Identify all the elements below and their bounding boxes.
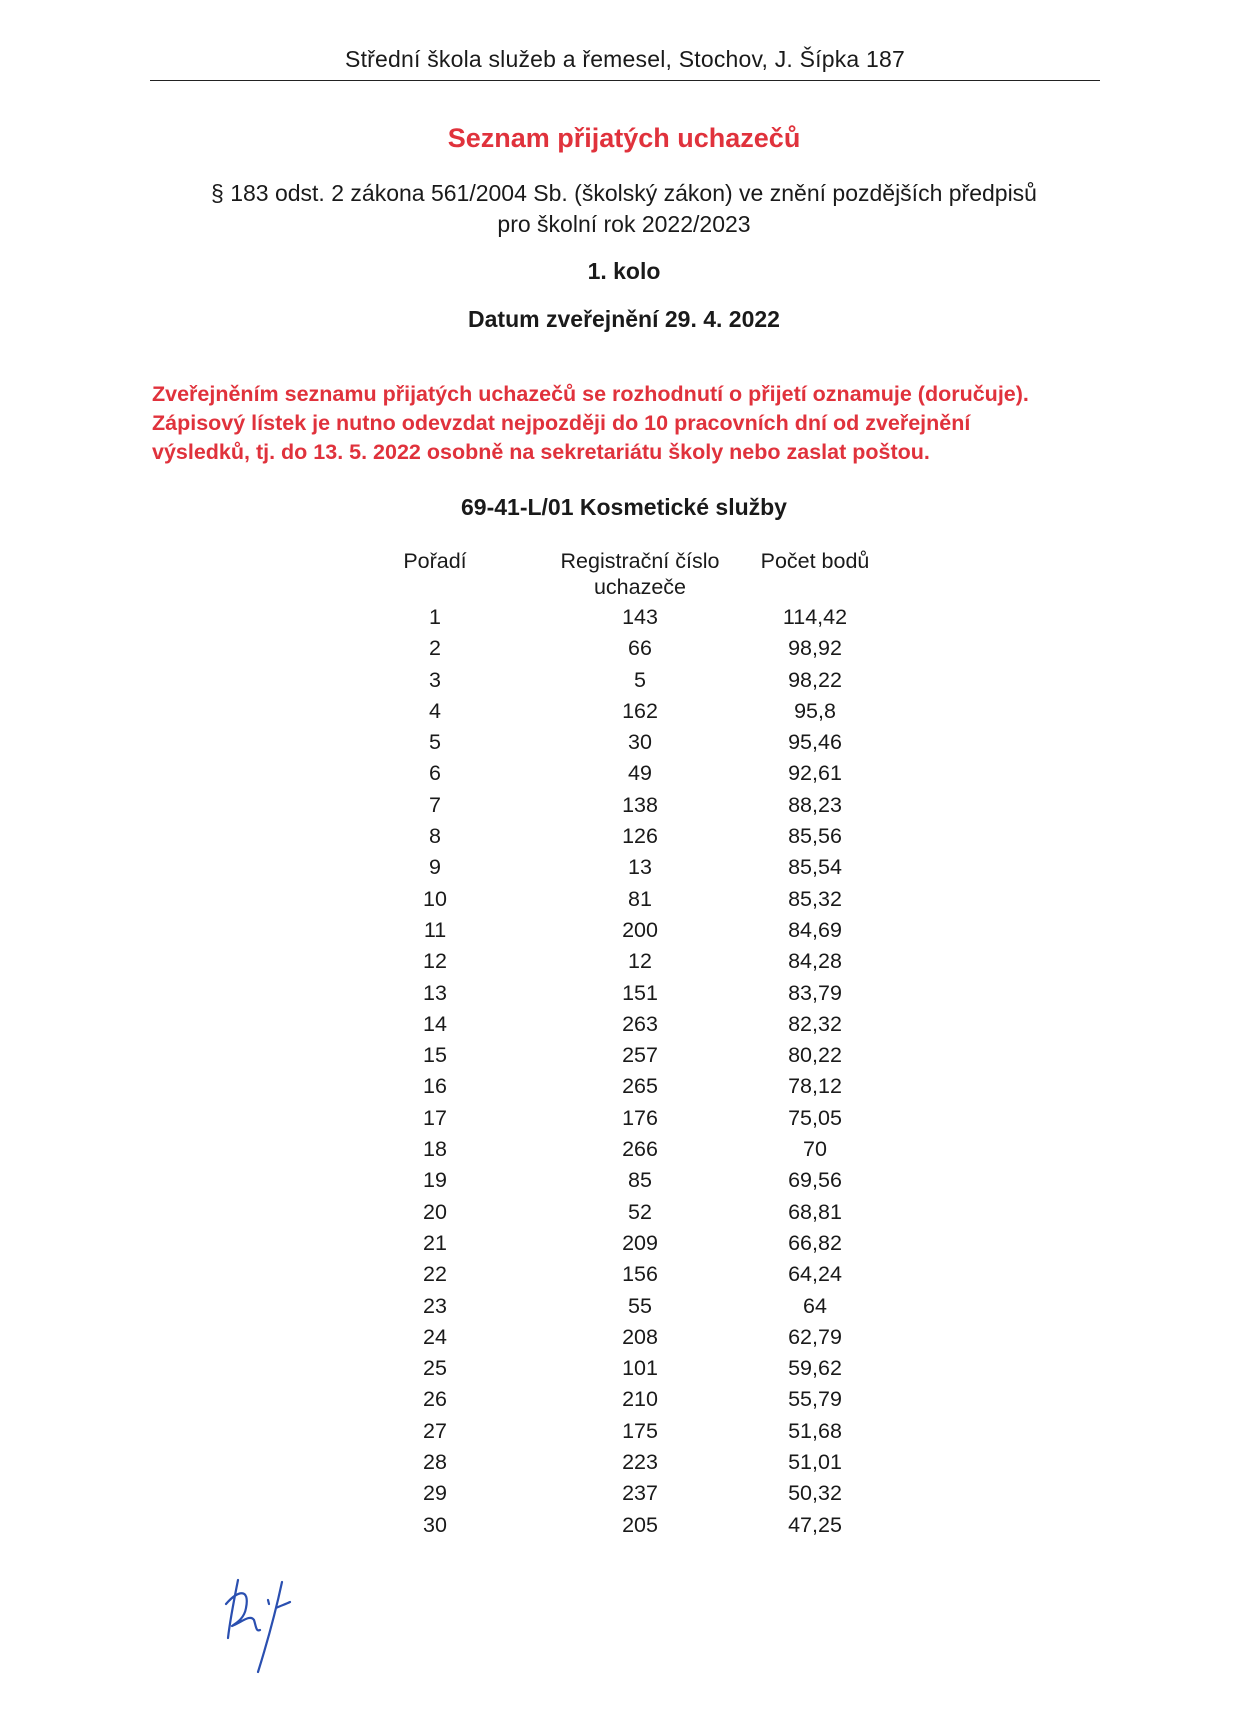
- signature: [216, 1560, 316, 1680]
- table-row: [380, 1197, 900, 1228]
- points-cell: 85,54: [788, 855, 842, 880]
- table-header: [380, 548, 900, 602]
- header-divider: [150, 80, 1100, 81]
- table-row: [380, 1040, 900, 1071]
- order-cell: 11: [423, 917, 447, 942]
- points-cell: 64: [803, 1293, 827, 1318]
- order-cell: 6: [429, 761, 441, 786]
- notice-block: [152, 380, 1112, 467]
- registration-cell: 12: [628, 949, 652, 974]
- points-cell: 51,01: [788, 1450, 842, 1475]
- order-cell: 13: [423, 980, 447, 1005]
- registration-cell: 30: [628, 730, 652, 755]
- header-registration-line: uchazeče: [593, 575, 687, 599]
- points-cell: 50,32: [788, 1481, 842, 1506]
- table-row: [380, 727, 900, 758]
- registration-cell: 13: [628, 855, 652, 880]
- registration-cell: 143: [622, 605, 658, 629]
- legal-basis: [0, 178, 1240, 240]
- order-cell: 27: [423, 1418, 447, 1443]
- points-cell: 85,56: [788, 824, 842, 849]
- results-table: [380, 548, 900, 1541]
- order-cell: 21: [423, 1230, 447, 1255]
- registration-cell: 126: [622, 824, 658, 849]
- order-cell: 12: [423, 949, 447, 974]
- points-cell: 84,69: [788, 917, 842, 942]
- points-cell: 88,23: [788, 792, 842, 817]
- table-row: [380, 1103, 900, 1134]
- registration-cell: 175: [622, 1418, 658, 1443]
- order-cell: 14: [423, 1011, 447, 1036]
- points-cell: 83,79: [788, 980, 842, 1005]
- points-cell: 47,25: [788, 1512, 842, 1537]
- registration-cell: 210: [622, 1387, 658, 1412]
- table-row: [380, 696, 900, 727]
- points-cell: 92,61: [788, 761, 842, 786]
- points-cell: 62,79: [788, 1324, 842, 1349]
- registration-cell: 257: [622, 1043, 658, 1068]
- points-cell: 75,05: [788, 1105, 842, 1130]
- table-row: [380, 852, 900, 883]
- notice-line: Zápisový lístek je nutno odevzdat nejpozději do 10 pracovních dní od zveřejnění: [152, 411, 971, 435]
- table-row: [380, 1384, 900, 1415]
- registration-cell: 85: [628, 1168, 652, 1193]
- points-cell: 98,92: [788, 636, 842, 661]
- registration-cell: 52: [628, 1199, 652, 1224]
- points-cell: 95,46: [788, 730, 842, 755]
- order-cell: 30: [423, 1512, 447, 1537]
- registration-cell: 81: [628, 886, 652, 911]
- table-row: [380, 1416, 900, 1447]
- points-cell: 95,8: [794, 698, 836, 723]
- registration-cell: 205: [622, 1512, 658, 1537]
- school-year-line: pro školní rok 2022/2023: [497, 211, 751, 237]
- points-cell: 98,22: [788, 667, 842, 692]
- registration-cell: 55: [628, 1293, 652, 1318]
- table-row: [380, 1322, 900, 1353]
- table-row: [380, 1447, 900, 1478]
- header-points: Počet bodů: [760, 549, 870, 573]
- document-title: Seznam přijatých uchazečů: [447, 123, 801, 153]
- table-row: [380, 884, 900, 915]
- table-row: [380, 1510, 900, 1541]
- table-body: [380, 602, 900, 1541]
- order-cell: 29: [423, 1481, 447, 1506]
- registration-cell: 176: [622, 1105, 658, 1130]
- order-cell: 7: [429, 792, 441, 817]
- table-row: [380, 633, 900, 664]
- table-row: [380, 1291, 900, 1322]
- order-cell: 8: [429, 824, 441, 849]
- order-cell: 10: [423, 886, 447, 911]
- table-row: [380, 821, 900, 852]
- points-cell: 51,68: [788, 1418, 842, 1443]
- order-cell: 24: [423, 1324, 447, 1349]
- table-row: [380, 1009, 900, 1040]
- table-row: [380, 602, 900, 633]
- points-cell: 69,56: [788, 1168, 842, 1193]
- registration-cell: 138: [622, 792, 658, 817]
- points-cell: 82,32: [788, 1011, 842, 1036]
- order-cell: 28: [423, 1450, 447, 1475]
- table-row: [380, 1134, 900, 1165]
- order-cell: 16: [423, 1074, 447, 1099]
- order-cell: 3: [429, 667, 441, 692]
- table-row: [380, 665, 900, 696]
- registration-cell: 266: [622, 1137, 658, 1162]
- registration-cell: 162: [622, 698, 658, 723]
- table-row: [380, 1478, 900, 1509]
- order-cell: 23: [423, 1293, 447, 1318]
- order-cell: 17: [423, 1105, 447, 1130]
- order-cell: 20: [423, 1199, 447, 1224]
- order-cell: 26: [423, 1387, 447, 1412]
- legal-basis-line: § 183 odst. 2 zákona 561/2004 Sb. (školský zákon) ve znění pozdějších předpisů: [211, 180, 1037, 206]
- order-cell: 1: [429, 605, 441, 629]
- table-row: [380, 1353, 900, 1384]
- registration-cell: 208: [622, 1324, 658, 1349]
- order-cell: 22: [423, 1262, 447, 1287]
- points-cell: 66,82: [788, 1230, 842, 1255]
- points-cell: 114,42: [782, 605, 848, 629]
- order-cell: 5: [429, 730, 441, 755]
- notice-line: Zveřejněním seznamu přijatých uchazečů se rozhodnutí o přijetí oznamuje (doručuje).: [152, 382, 1029, 406]
- registration-cell: 263: [622, 1011, 658, 1036]
- table-row: [380, 1259, 900, 1290]
- header-registration-number: [520, 548, 760, 600]
- table-row: [380, 1228, 900, 1259]
- admission-round: 1. kolo: [587, 258, 661, 284]
- registration-cell: 223: [622, 1450, 658, 1475]
- registration-cell: 237: [622, 1481, 658, 1506]
- points-cell: 68,81: [788, 1199, 842, 1224]
- registration-cell: 49: [628, 761, 652, 786]
- points-cell: 59,62: [788, 1356, 842, 1381]
- table-row: [380, 1165, 900, 1196]
- registration-cell: 151: [622, 980, 658, 1005]
- order-cell: 19: [423, 1168, 447, 1193]
- publish-date: Datum zveřejnění 29. 4. 2022: [468, 306, 780, 332]
- table-row: [380, 758, 900, 789]
- registration-cell: 209: [622, 1230, 658, 1255]
- notice-line: výsledků, tj. do 13. 5. 2022 osobně na sekretariátu školy nebo zaslat poštou.: [152, 440, 930, 464]
- points-cell: 55,79: [788, 1387, 842, 1412]
- order-cell: 4: [429, 698, 441, 723]
- table-row: [380, 1071, 900, 1102]
- order-cell: 18: [423, 1137, 447, 1162]
- points-cell: 85,32: [788, 886, 842, 911]
- registration-cell: 265: [622, 1074, 658, 1099]
- order-cell: 25: [423, 1356, 447, 1381]
- table-row: [380, 946, 900, 977]
- table-row: [380, 790, 900, 821]
- table-row: [380, 978, 900, 1009]
- registration-cell: 5: [634, 667, 646, 692]
- registration-cell: 156: [622, 1262, 658, 1287]
- points-cell: 84,28: [788, 949, 842, 974]
- registration-cell: 101: [622, 1356, 658, 1381]
- order-cell: 9: [429, 855, 441, 880]
- header-registration-line: Registrační číslo: [560, 549, 720, 573]
- study-program-title: 69-41-L/01 Kosmetické služby: [461, 494, 787, 520]
- registration-cell: 66: [628, 636, 652, 661]
- registration-cell: 200: [622, 917, 658, 942]
- order-cell: 15: [423, 1043, 447, 1068]
- points-cell: 78,12: [788, 1074, 842, 1099]
- school-header: Střední škola služeb a řemesel, Stochov, J. Šípka 187: [345, 46, 905, 72]
- order-cell: 2: [429, 636, 441, 661]
- points-cell: 64,24: [788, 1262, 842, 1287]
- points-cell: 70: [803, 1137, 827, 1162]
- table-row: [380, 915, 900, 946]
- header-order: Pořadí: [403, 549, 467, 573]
- points-cell: 80,22: [788, 1043, 842, 1068]
